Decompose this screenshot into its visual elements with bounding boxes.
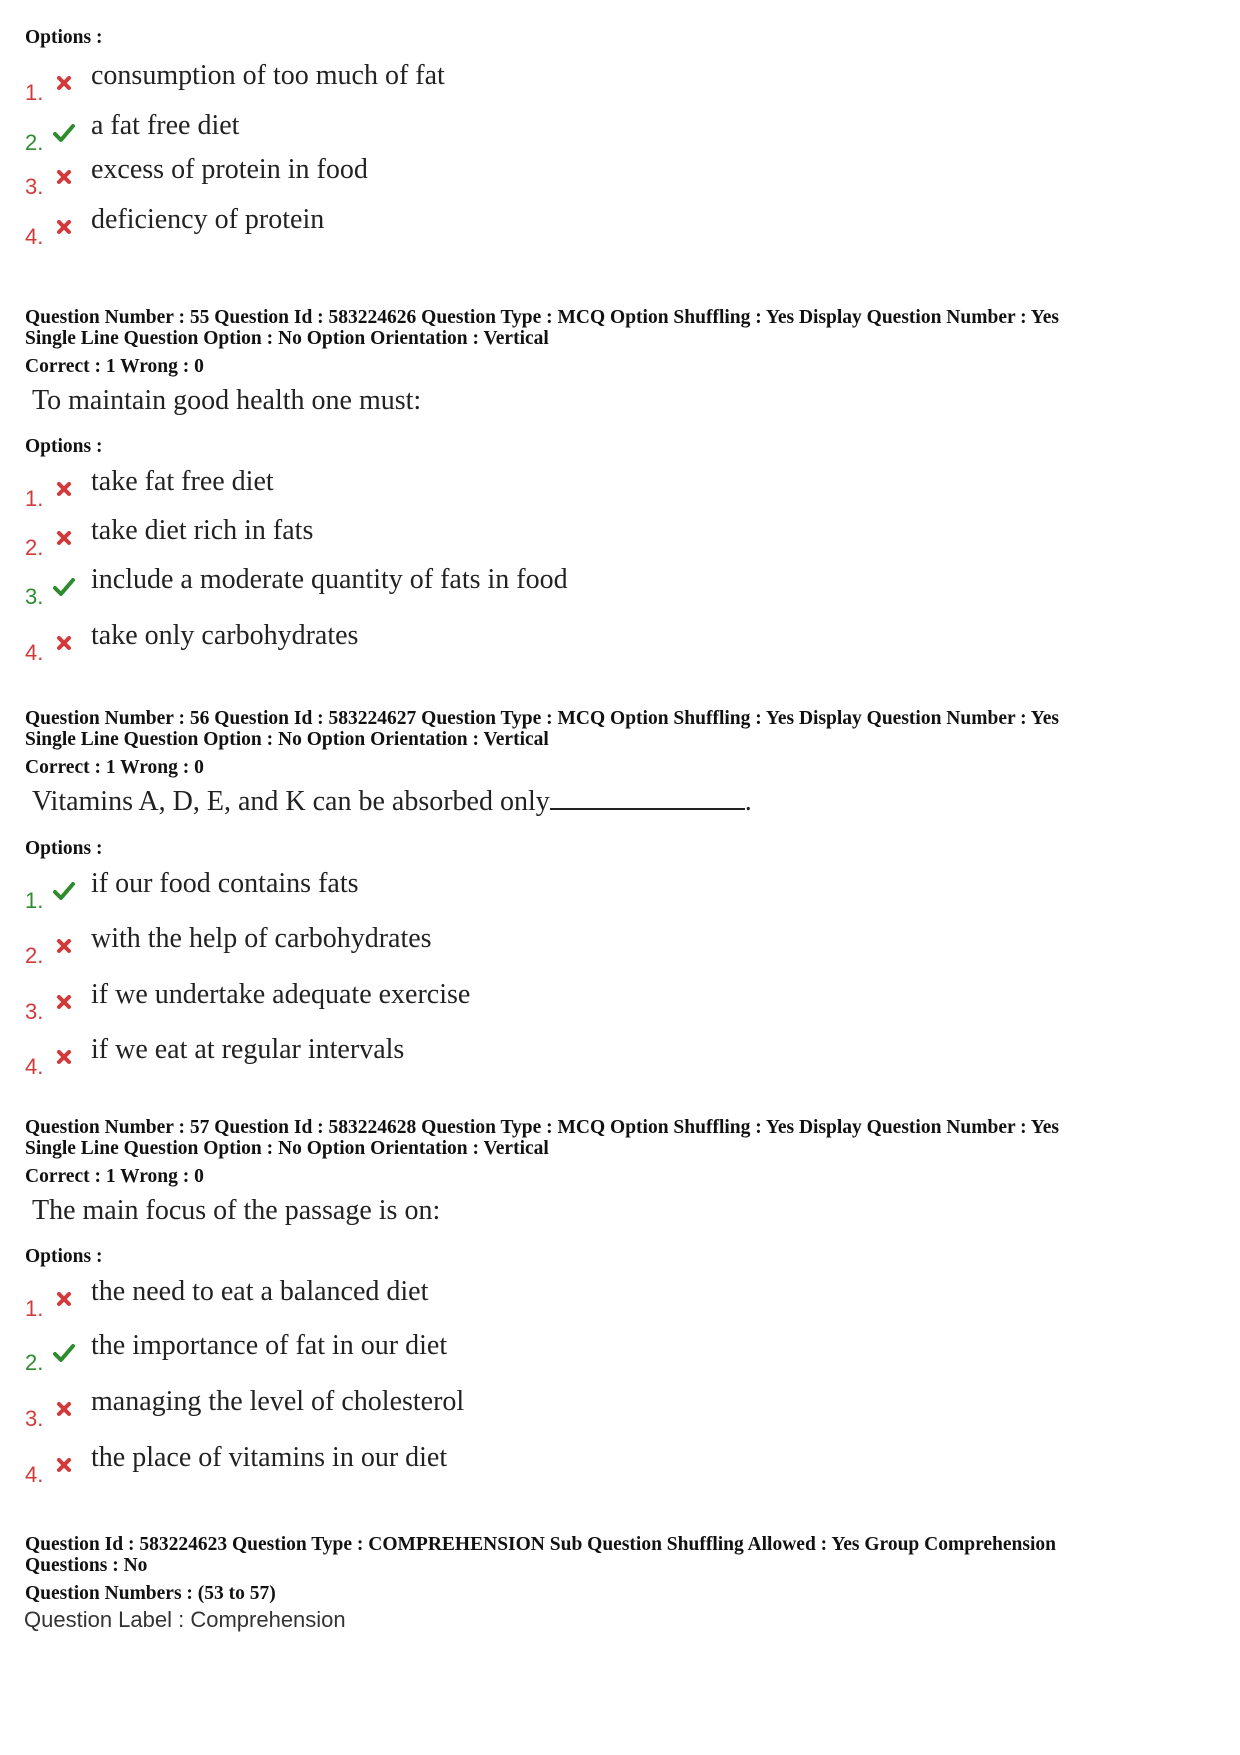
option-row[interactable]: [25, 1386, 925, 1432]
wrong-icon: [53, 216, 75, 238]
wrong-icon: [53, 1046, 75, 1068]
option-number: 4.: [25, 224, 44, 249]
option-row[interactable]: [25, 1276, 925, 1322]
question-meta: Question Number : 57 Question Id : 583224628 Question Type : MCQ Option Shuffling : Yes Display Question Number : Yes: [25, 1117, 1059, 1138]
option-row[interactable]: [25, 154, 925, 200]
question-meta: Single Line Question Option : No Option Orientation : Vertical: [25, 1138, 549, 1159]
option-text: consumption of too much of fat: [91, 60, 445, 91]
option-row[interactable]: [25, 1442, 925, 1488]
option-row[interactable]: [25, 515, 925, 561]
option-text: with the help of carbohydrates: [91, 923, 432, 954]
options-heading: Options :: [25, 27, 103, 48]
option-text: if we undertake adequate exercise: [91, 979, 471, 1010]
question-text: The main focus of the passage is on:: [32, 1195, 441, 1226]
option-number: 2.: [25, 943, 44, 968]
option-number: 4.: [25, 1054, 44, 1079]
option-row[interactable]: [25, 466, 925, 512]
wrong-icon: [53, 1288, 75, 1310]
option-text: include a moderate quantity of fats in food: [91, 564, 568, 595]
option-row[interactable]: [25, 620, 925, 666]
option-text: managing the level of cholesterol: [91, 1386, 465, 1417]
wrong-icon: [53, 527, 75, 549]
question-score: Correct : 1 Wrong : 0: [25, 1166, 204, 1187]
option-row[interactable]: [25, 923, 925, 969]
options-heading: Options :: [25, 436, 103, 457]
option-number: 3.: [25, 174, 44, 199]
option-row[interactable]: [25, 564, 925, 610]
wrong-icon: [53, 478, 75, 500]
question-meta: Single Line Question Option : No Option Orientation : Vertical: [25, 729, 549, 750]
option-text: the need to eat a balanced diet: [91, 1276, 429, 1307]
comprehension-meta: Question Id : 583224623 Question Type : COMPREHENSION Sub Question Shuffling Allowed : Yes Group Comprehension: [25, 1534, 1056, 1555]
option-row[interactable]: [25, 110, 925, 156]
option-number: 2.: [25, 535, 44, 560]
option-text: the importance of fat in our diet: [91, 1330, 448, 1361]
option-number: 2.: [25, 1350, 44, 1375]
option-row[interactable]: [25, 204, 925, 250]
option-number: 4.: [25, 1462, 44, 1487]
option-text: a fat free diet: [91, 110, 240, 141]
option-text: the place of vitamins in our diet: [91, 1442, 448, 1473]
correct-icon: [53, 1342, 75, 1364]
option-row[interactable]: [25, 868, 925, 914]
option-row[interactable]: [25, 979, 925, 1025]
option-text: if our food contains fats: [91, 868, 359, 899]
question-text-suffix: .: [744, 786, 752, 817]
option-row[interactable]: [25, 1034, 925, 1080]
option-number: 3.: [25, 584, 44, 609]
option-text: take only carbohydrates: [91, 620, 359, 651]
question-text-main: Vitamins A, D, E, and K can be absorbed only: [32, 786, 550, 817]
comprehension-meta: Questions : No: [25, 1555, 148, 1576]
option-text: excess of protein in food: [91, 154, 368, 185]
wrong-icon: [53, 632, 75, 654]
option-number: 1.: [25, 80, 44, 105]
option-number: 1.: [25, 1296, 44, 1321]
option-number: 1.: [25, 888, 44, 913]
wrong-icon: [53, 1398, 75, 1420]
question-meta: Single Line Question Option : No Option Orientation : Vertical: [25, 328, 549, 349]
wrong-icon: [53, 991, 75, 1013]
correct-icon: [53, 576, 75, 598]
option-number: 2.: [25, 130, 44, 155]
question-score: Correct : 1 Wrong : 0: [25, 356, 204, 377]
question-score: Correct : 1 Wrong : 0: [25, 757, 204, 778]
option-row[interactable]: [25, 1330, 925, 1376]
question-text: [32, 786, 752, 818]
options-heading: Options :: [25, 838, 103, 859]
wrong-icon: [53, 935, 75, 957]
option-number: 3.: [25, 999, 44, 1024]
option-text: take fat free diet: [91, 466, 274, 497]
correct-icon: [53, 880, 75, 902]
option-row[interactable]: [25, 60, 925, 106]
wrong-icon: [53, 72, 75, 94]
question-meta: Question Number : 56 Question Id : 583224627 Question Type : MCQ Option Shuffling : Yes Display Question Number : Yes: [25, 708, 1059, 729]
option-number: 1.: [25, 486, 44, 511]
option-number: 4.: [25, 640, 44, 665]
option-text: take diet rich in fats: [91, 515, 314, 546]
wrong-icon: [53, 166, 75, 188]
correct-icon: [53, 122, 75, 144]
question-text: To maintain good health one must:: [32, 385, 422, 416]
question-label: Question Label : Comprehension: [24, 1607, 346, 1632]
wrong-icon: [53, 1454, 75, 1476]
option-number: 3.: [25, 1406, 44, 1431]
option-text: deficiency of protein: [91, 204, 325, 235]
question-numbers: Question Numbers : (53 to 57): [25, 1583, 276, 1604]
answer-blank: [550, 786, 745, 810]
option-text: if we eat at regular intervals: [91, 1034, 405, 1065]
question-meta: Question Number : 55 Question Id : 583224626 Question Type : MCQ Option Shuffling : Yes Display Question Number : Yes: [25, 307, 1059, 328]
options-heading: Options :: [25, 1246, 103, 1267]
